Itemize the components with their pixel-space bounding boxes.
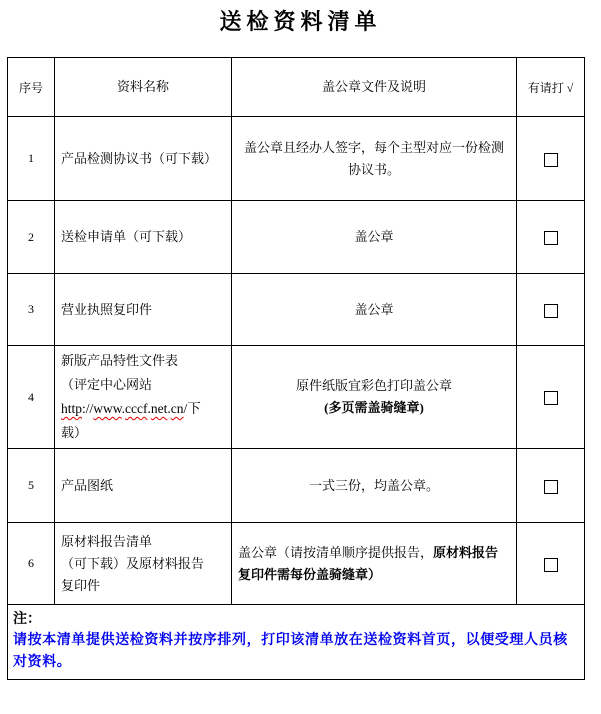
url-segment: cn	[170, 401, 184, 416]
url-segment: .	[167, 401, 171, 416]
material-name-line: （可下载）及原材料报告	[61, 555, 205, 571]
row-number: 3	[8, 274, 55, 346]
row-number: 6	[8, 523, 55, 605]
seal-instruction-line: 原件纸版宜彩色打印盖公章	[295, 378, 452, 393]
row-number: 4	[8, 346, 55, 449]
checkbox-icon	[544, 231, 558, 245]
table-header-row	[8, 58, 585, 117]
seal-instruction-text: 盖公章（请按清单顺序提供报告，	[238, 544, 434, 560]
url-segment: http	[61, 401, 83, 416]
note-row	[8, 605, 585, 680]
table-row	[8, 274, 585, 346]
row-number: 2	[8, 201, 55, 274]
seal-instruction	[232, 346, 517, 449]
material-name-line: 新版产品特性文件表	[61, 353, 179, 368]
table-row	[8, 449, 585, 523]
material-name: 营业执照复印件	[55, 274, 232, 346]
material-name: 产品检测协议书（可下载）	[55, 117, 232, 201]
seal-instruction-line-bold: (多页需盖骑缝章)	[324, 400, 424, 415]
seal-instruction: 盖公章	[232, 201, 517, 274]
checkbox-icon	[544, 153, 558, 167]
material-name-line: 载）	[61, 425, 88, 440]
material-name: 产品图纸	[55, 449, 232, 523]
url-segment: www	[93, 401, 122, 416]
material-name-line: （评定中心网站	[61, 377, 153, 392]
row-number: 5	[8, 449, 55, 523]
table-row	[8, 523, 585, 605]
table-row	[8, 201, 585, 274]
material-name-line: 复印件	[61, 577, 101, 593]
seal-instruction: 一式三份，均盖公章。	[232, 449, 517, 523]
seal-instruction	[232, 523, 517, 605]
checkbox-cell	[517, 274, 585, 346]
seal-instruction: 盖公章且经办人签字，每个主型对应一份检测协议书。	[232, 117, 517, 201]
material-name	[55, 346, 232, 449]
header-check-mark: 有请打 √	[517, 58, 585, 117]
url-text	[61, 397, 225, 421]
header-seal-instructions: 盖公章文件及说明	[232, 58, 517, 117]
url-segment: ://	[82, 401, 94, 416]
row-number: 1	[8, 117, 55, 201]
note-label: 注：	[13, 612, 41, 627]
note-cell	[8, 605, 585, 680]
url-segment: .	[121, 401, 126, 416]
page-title: 送检资料清单	[219, 9, 382, 34]
material-name	[55, 523, 232, 605]
checkbox-icon	[544, 304, 558, 318]
checkbox-icon	[544, 391, 558, 405]
checkbox-cell	[517, 117, 585, 201]
checkbox-icon	[544, 558, 558, 572]
url-segment: /下	[183, 401, 201, 416]
materials-checklist-table	[7, 57, 585, 680]
checkbox-cell	[517, 346, 585, 449]
seal-instruction-text-bold: 原材料报告复印件需每份盖骑缝章）	[238, 544, 499, 582]
checkbox-icon	[544, 480, 558, 494]
header-material-name: 资料名称	[55, 58, 232, 117]
table-row	[8, 117, 585, 201]
checkbox-cell	[517, 449, 585, 523]
checkbox-cell	[517, 523, 585, 605]
material-name-line: 原材料报告清单	[61, 533, 153, 549]
table-row	[8, 346, 585, 449]
material-name: 送检申请单（可下载）	[55, 201, 232, 274]
checkbox-cell	[517, 201, 585, 274]
url-segment: .	[147, 401, 151, 416]
note-text: 请按本清单提供送检资料并按序排列，打印该清单放在送检资料首页，以便受理人员核对资料。	[13, 633, 568, 670]
header-serial-number: 序号	[8, 58, 55, 117]
url-segment: net	[150, 401, 168, 416]
url-segment: cccf	[125, 401, 148, 416]
seal-instruction: 盖公章	[232, 274, 517, 346]
